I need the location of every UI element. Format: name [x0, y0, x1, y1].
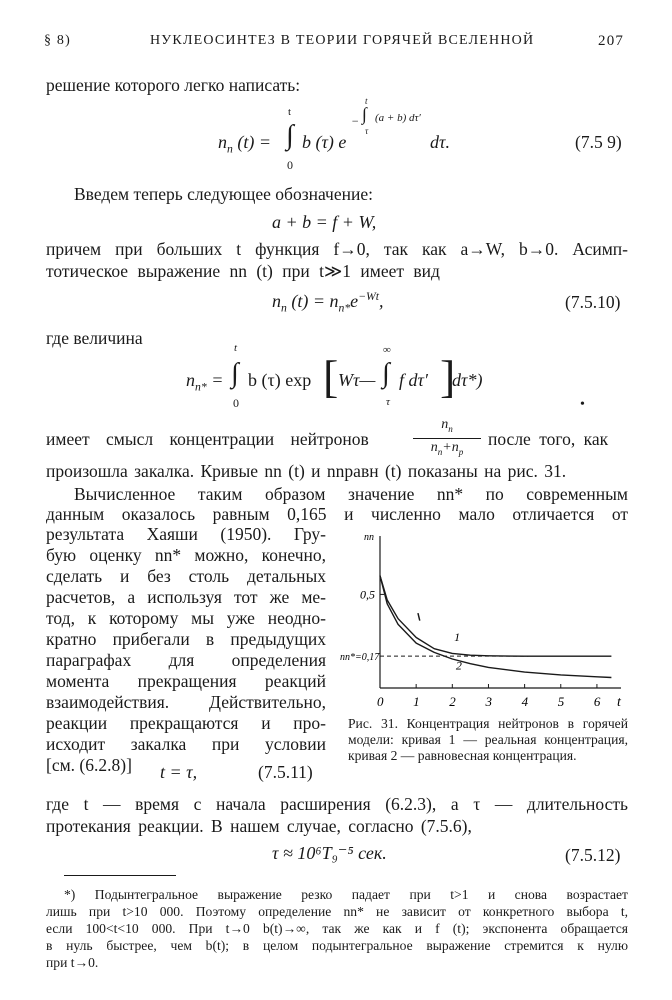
- column-line: взаимодействия. Действительно,: [46, 692, 326, 712]
- column-line: момента прекращения реакций: [46, 671, 326, 691]
- fraction-neutron: $n_n$ $n_n+n_p$: [413, 416, 481, 461]
- y-axis-label: nn: [364, 532, 374, 543]
- curve-2-label: 2: [455, 658, 462, 673]
- column-line: сделать и без столь детальных: [46, 566, 326, 586]
- paragraph-5-line-1b: после того, как: [488, 429, 609, 449]
- column-line: [см. (6.2.8)]: [46, 755, 132, 775]
- equation-7-5-12: τ ≈ 10⁶T₉⁻⁵ сек.: [272, 843, 387, 863]
- x-tick-label: 1: [413, 694, 420, 709]
- equation-7-5-10: $n_n$ $(t) = n_{n*}e^{-Wt}$,: [272, 290, 384, 315]
- paragraph-2: Введем теперь следующее обозначение:: [74, 184, 373, 204]
- x-tick-label: 2: [449, 694, 456, 709]
- series-2-line: [380, 576, 611, 678]
- column-line: исходит закалка при условии: [46, 734, 326, 754]
- column-line: результата Хаяши (1950). Гру-: [46, 524, 326, 544]
- x-tick-label: 0: [377, 694, 384, 709]
- paragraph-3-line-2: тотическое выражение nn (t) при t≫1 имеет вид: [46, 261, 440, 281]
- paragraph-6-line-2: данным оказалось равным 0,165 и численно мало отличается от: [46, 504, 628, 524]
- equation-number-7-5-11: (7.5.11): [258, 762, 313, 782]
- x-tick-label: 3: [485, 694, 492, 709]
- equation-7-5-11: t = τ,: [160, 762, 198, 782]
- equation-number-7-5-10: (7.5.10): [565, 292, 621, 312]
- footnote-line: если 100<t<10 000. При t→0 b(t)→∞, так же как и f (t); экспонента обращается: [46, 921, 628, 936]
- running-title: НУКЛЕОСИНТЕЗ В ТЕОРИИ ГОРЯЧЕЙ ВСЕЛЕННОЙ: [150, 33, 535, 48]
- paragraph-3-line-1: причем при больших t функция f→0, так как a→W, b→0. Асимп-: [46, 239, 628, 259]
- column-line: тод, к которому мы уже неодно-: [46, 608, 326, 628]
- equation-number-7-5-12: (7.5.12): [565, 845, 621, 865]
- figure-31: [330, 530, 630, 712]
- chart-plot-area: [340, 532, 622, 710]
- x-tick-label: 4: [521, 694, 529, 709]
- x-tick-label: 6: [593, 694, 601, 709]
- figure-caption: Рис. 31. Концентрация нейтронов в горячей модели: кривая 1 — реальная концентрация, кривая 2 — равновесная концентрация.: [348, 716, 628, 763]
- paragraph-7-line-2: протекания реакции. В нашем случае, согласно (7.5.6),: [46, 816, 472, 836]
- equation-nn-star: $n_{n*}$ = ∫ t 0 b (τ) exp [ Wτ— ∫ ∞ τ f dτ′ ] dτ*): [186, 342, 483, 410]
- footnote-line: в нуль быстрее, чем b(t); в целом подынтегральное выражение стремится к нулю: [46, 938, 628, 953]
- column-line: бую оценку nn* можно, конечно,: [46, 545, 326, 565]
- paragraph-6-column: [46, 524, 326, 776]
- footnote-line: лишь при t>10 000. Поэтому определение nn* не зависит от конкретного выбора t,: [46, 904, 628, 919]
- equation-7-5-9: $n_n$ (t) = ∫ t 0 b (τ) e − ∫ t τ (a + b) dτ′ dτ.: [218, 96, 450, 172]
- footnote-divider: [64, 875, 176, 876]
- paragraph-7-line-1: где t — время с начала расширения (6.2.3), а τ — длительность: [46, 794, 628, 814]
- y-tick-label: 0,5: [360, 587, 375, 602]
- curve-mark: [418, 613, 420, 620]
- page-number: 207: [598, 33, 625, 49]
- paragraph-1: решение которого легко написать:: [46, 75, 301, 95]
- column-line: кратно прибегали в предыдущих: [46, 629, 326, 649]
- footnote-line: при t→0.: [46, 955, 99, 970]
- section-number: § 8): [44, 33, 71, 48]
- footnote: [46, 886, 628, 971]
- paragraph-4: где величина: [46, 328, 143, 348]
- reference-line-label: nn*=0,17: [340, 652, 380, 664]
- series-1-line: [380, 576, 611, 657]
- paragraph-6-line-1: Вычисленное таким образом значение nn* по современным: [74, 484, 628, 504]
- curve-1-label: 1: [454, 629, 461, 644]
- equation-number-7-5-9: (7.5 9): [575, 132, 622, 152]
- footnote-line: *) Подынтегральное выражение резко падает при t>1 и снова возрастает: [64, 887, 628, 902]
- equation-a-plus-b: a + b = f + W,: [272, 212, 377, 232]
- paragraph-5-line-2: произошла закалка. Кривые nn (t) и nnравн (t) показаны на рис. 31.: [46, 461, 567, 481]
- column-line: параграфах для определения: [46, 650, 326, 670]
- equation-bullet: •: [580, 397, 585, 412]
- paragraph-5-line-1a: имеет смысл концентрации нейтронов: [46, 429, 369, 449]
- column-line: реакции прекращаются и про-: [46, 713, 326, 733]
- x-axis-label: t: [617, 695, 621, 710]
- column-line: расчетов, а используя тот же ме-: [46, 587, 326, 607]
- x-tick-label: 5: [557, 694, 565, 709]
